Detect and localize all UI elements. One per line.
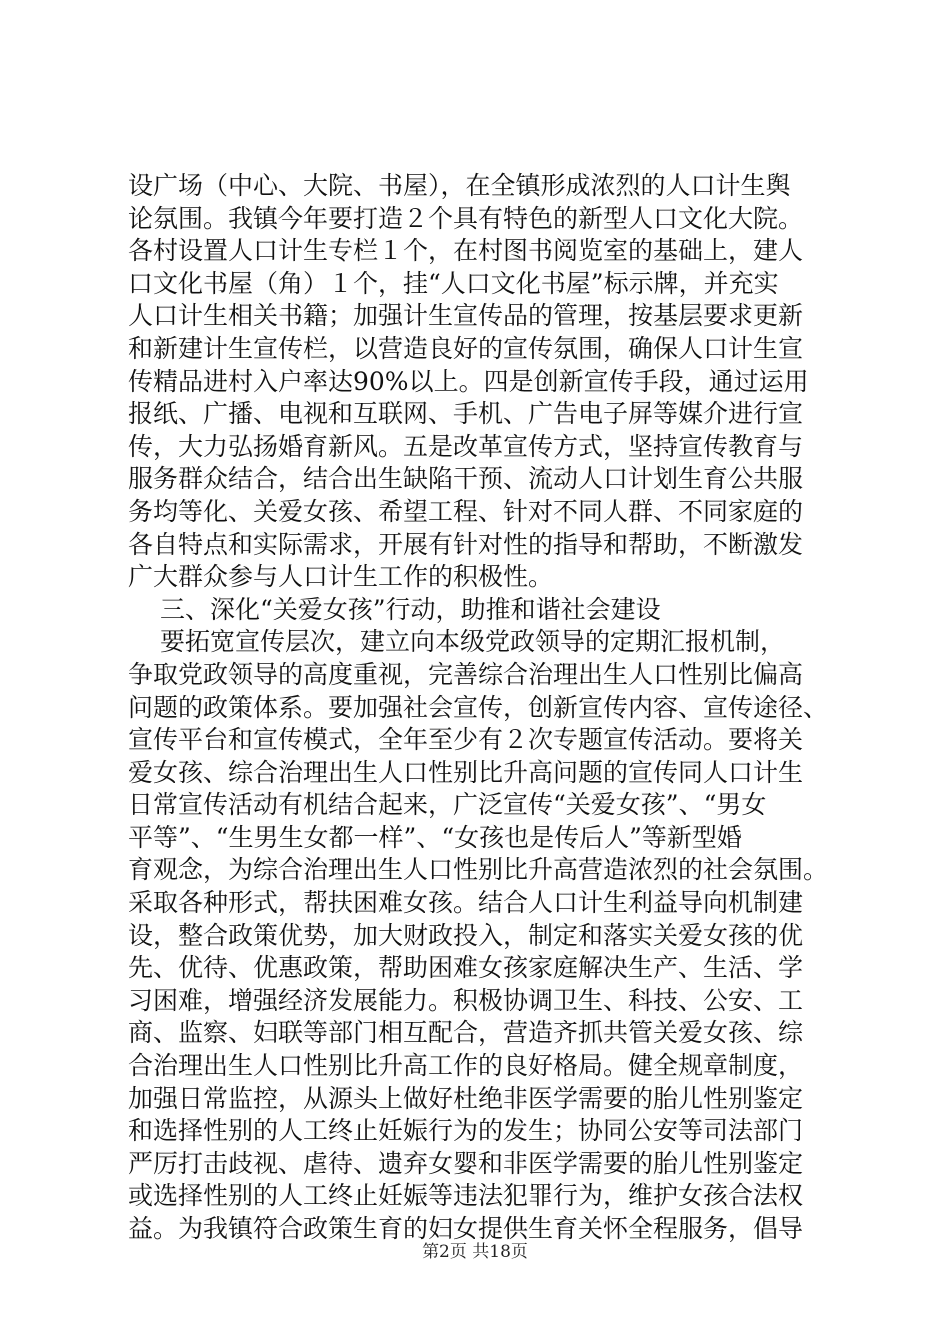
text-line: 宣传平台和宣传模式，全年至少有２次专题宣传活动。要将关 <box>128 725 804 755</box>
text-line: 设广场（中心、大院、书屋），在全镇形成浓烈的人口计生舆 <box>128 171 791 200</box>
text-line: 加强日常监控，从源头上做好杜绝非医学需要的胎儿性别鉴定 <box>128 1083 804 1113</box>
text-line: 论氛围。我镇今年要打造２个具有特色的新型人口文化大院。 <box>128 203 804 233</box>
text-line: 和新建计生宣传栏，以营造良好的宣传氛围，确保人口计生宣 <box>128 333 804 363</box>
body-text <box>128 170 828 1246</box>
text-line: 各自特点和实际需求，开展有针对性的指导和帮助，不断激发 <box>128 529 804 559</box>
text-line: 服务群众结合，结合出生缺陷干预、流动人口计划生育公共服 <box>128 464 804 494</box>
text-line: 严厉打击歧视、虐待、遗弃女婴和非医学需要的胎儿性别鉴定 <box>128 1148 804 1178</box>
paragraph-1 <box>128 170 828 594</box>
page-footer: 第2页 共18页 <box>422 1242 528 1262</box>
text-line: 报纸、广播、电视和互联网、手机、广告电子屏等媒介进行宣 <box>128 399 804 429</box>
text-line: 育观念，为综合治理出生人口性别比升高营造浓烈的社会氛围。 <box>128 855 829 885</box>
paragraph-2 <box>128 626 828 1245</box>
text-line: 口文化书屋（角）１个，挂“人口文化书屋”标示牌，并充实 <box>128 268 779 298</box>
text-line: 传精品进村入户率达90%以上。四是创新宣传手段，通过运用 <box>128 366 809 396</box>
section-heading-3: 三、深化“关爱女孩”行动，助推和谐社会建设 <box>160 594 661 624</box>
text-line: 日常宣传活动有机结合起来，广泛宣传“关爱女孩”、“男女 <box>128 790 767 820</box>
text-line: 合治理出生人口性别比升高工作的良好格局。健全规章制度， <box>128 1051 804 1081</box>
text-line: 各村设置人口计生专栏１个，在村图书阅览室的基础上，建人 <box>128 236 804 266</box>
text-line: 和选择性别的人工终止妊娠行为的发生；协同公安等司法部门 <box>128 1116 804 1146</box>
text-line: 传，大力弘扬婚育新风。五是改革宣传方式，坚持宣传教育与 <box>128 431 804 461</box>
text-line: 或选择性别的人工终止妊娠等违法犯罪行为，维护女孩合法权 <box>128 1181 804 1211</box>
text-line: 采取各种形式，帮扶困难女孩。结合人口计生利益导向机制建 <box>128 888 804 918</box>
text-line: 爱女孩、综合治理出生人口性别比升高问题的宣传同人口计生 <box>128 757 804 787</box>
text-line: 广大群众参与人口计生工作的积极性。 <box>128 562 554 592</box>
text-line: 平等”、“生男生女都一样”、“女孩也是传后人”等新型婚 <box>128 822 742 852</box>
text-line: 习困难，增强经济发展能力。积极协调卫生、科技、公安、工 <box>128 985 804 1015</box>
text-line: 商、监察、妇联等部门相互配合，营造齐抓共管关爱女孩、综 <box>128 1018 804 1048</box>
text-line: 先、优待、优惠政策，帮助困难女孩家庭解决生产、生活、学 <box>128 953 804 983</box>
text-line: 人口计生相关书籍；加强计生宣传品的管理，按基层要求更新 <box>128 301 804 331</box>
text-line: 务均等化、关爱女孩、希望工程、针对不同人群、不同家庭的 <box>128 496 804 526</box>
text-line: 问题的政策体系。要加强社会宣传，创新宣传内容、宣传途径、 <box>128 692 829 722</box>
text-line: 设，整合政策优势，加大财政投入，制定和落实关爱女孩的优 <box>128 920 804 950</box>
text-line: 要拓宽宣传层次，建立向本级党政领导的定期汇报机制， <box>160 627 786 657</box>
text-line: 益。为我镇符合政策生育的妇女提供生育关怀全程服务，倡导 <box>128 1214 804 1243</box>
text-line: 争取党政领导的高度重视，完善综合治理出生人口性别比偏高 <box>128 659 804 689</box>
